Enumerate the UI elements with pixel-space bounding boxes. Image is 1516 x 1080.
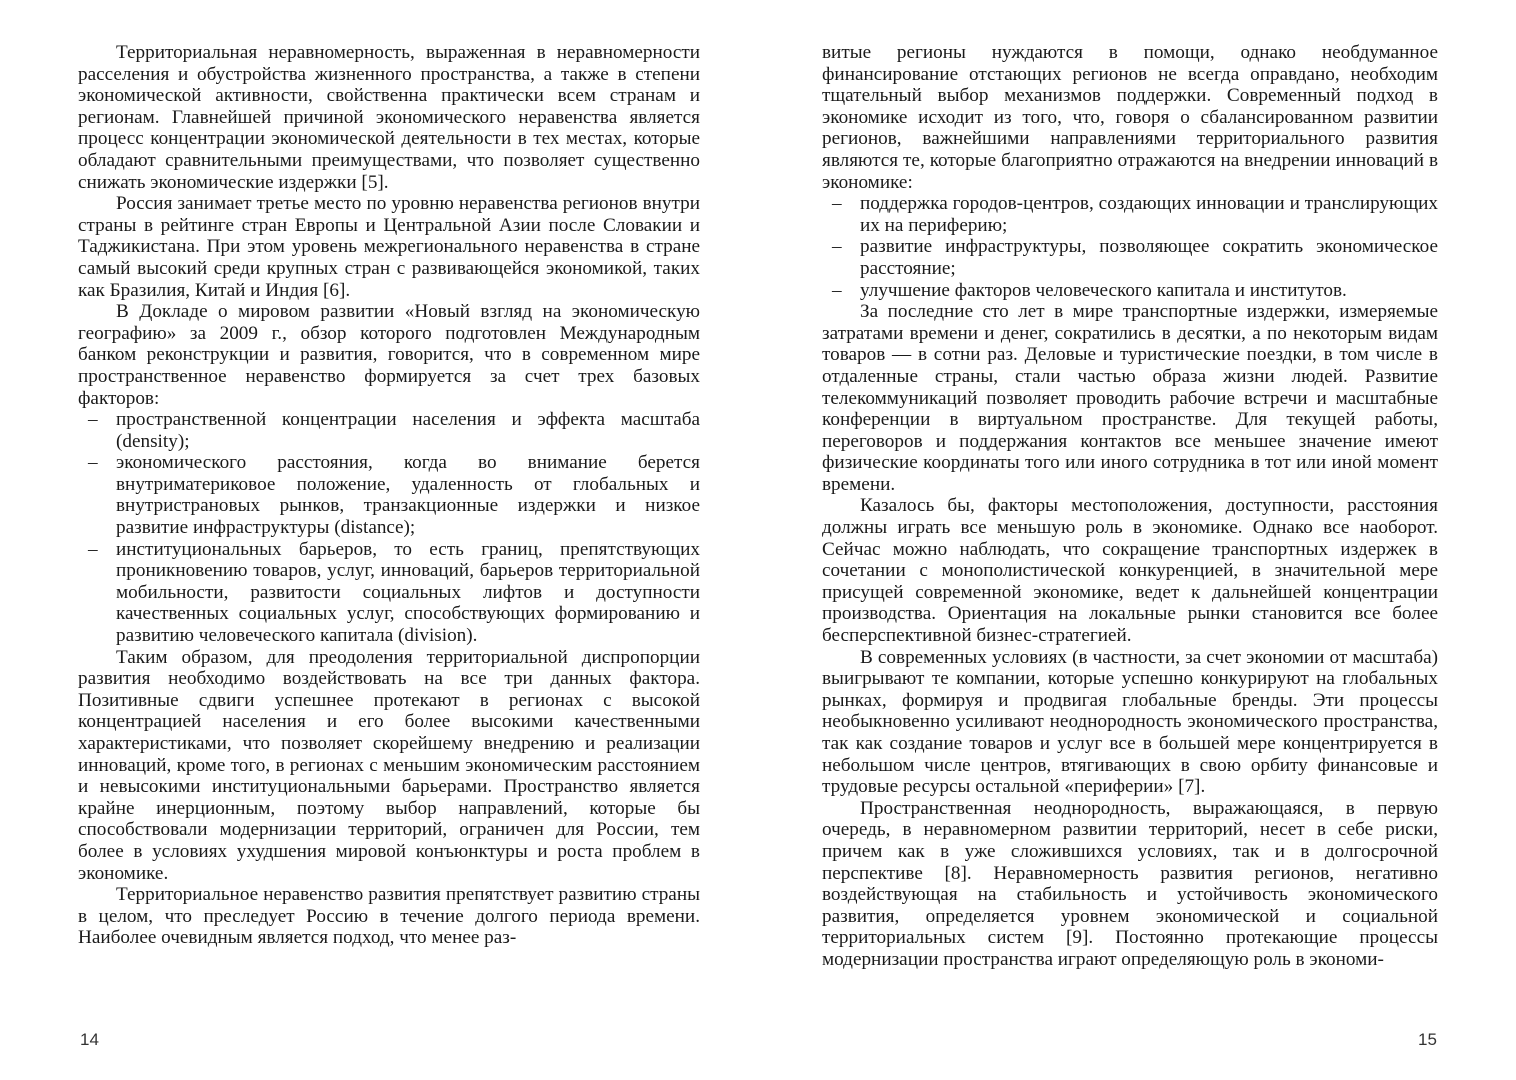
list-item: – улучшение факторов человеческого капитала и институтов. bbox=[822, 280, 1438, 302]
list-item: – институциональных барьеров, то есть границ, препятствующих проникновению товаров, услуг, инноваций, барьеров территориальной мобильности, развитости социальных лифтов и доступности качественных социальных услуг, способствующих формированию и развитию человеческого капитала (division). bbox=[78, 539, 700, 647]
paragraph: Пространственная неоднородность, выражающаяся, в первую очередь, в неравномерном развитии территорий, несет в себе риски, причем как в уже сложившихся условиях, так и в долгосрочной перспективе [8]. Неравномерность развития регионов, негативно воздействующая на стабильность и устойчивость экономического развития, определяется уровнем экономической и социальной территориальных систем [9]. Постоянно протекающие процессы модернизации пространства играют определяющую роль в экономи- bbox=[822, 797, 1438, 970]
list-item: – пространственной концентрации населения и эффекта масштаба (density); bbox=[78, 409, 700, 452]
left-page bbox=[78, 42, 700, 949]
list-item: – экономического расстояния, когда во внимание берется внутриматериковое положение, удаленность от глобальных и внутристрановых рынков, транзакционные издержки и низкое развитие инфраструктуры (distance); bbox=[78, 452, 700, 538]
page-number-right: 15 bbox=[1418, 1030, 1437, 1049]
paragraph: В Докладе о мировом развитии «Новый взгляд на экономическую географию» за 2009 г., обзор которого подготовлен Международным банком реконструкции и развития, говорится, что в современном мире пространственное неравенство формируется за счет трех базовых факторов: bbox=[78, 301, 700, 409]
paragraph: За последние сто лет в мире транспортные издержки, измеряемые затратами времени и денег, сократились в десятки, а по некоторым видам товаров — в сотни раз. Деловые и туристические поездки, в том числе в отдаленные страны, стали частью образа жизни людей. Развитие телекоммуникаций позволяет проводить рабочие встречи и масштабные конференции в виртуальном пространстве. Для текущей работы, переговоров и поддержания контактов все меньшее значение имеют физические координаты того или иного сотрудника в тот или иной момент времени. bbox=[822, 301, 1438, 495]
list-item: – развитие инфраструктуры, позволяющее сократить экономическое расстояние; bbox=[822, 236, 1438, 279]
paragraph: В современных условиях (в частности, за счет экономии от масштаба) выигрывают те компании, которые успешно конкурируют на глобальных рынках, формируя и продвигая глобальные бренды. Эти процессы необыкновенно усиливают неоднородность экономического пространства, так как создание товаров и услуг все в большей мере концентрируется в небольшом числе центров, втягивающих в свою орбиту финансовые и трудовые ресурсы остальной «периферии» [7]. bbox=[822, 646, 1438, 798]
paragraph: Территориальная неравномерность, выраженная в неравномерности расселения и обустройства жизненного пространства, а также в степени экономической активности, свойственна практически всем странам и регионам. Главнейшей причиной экономического неравенства является процесс концентрации экономической деятельности в тех местах, которые обладают сравнительными преимуществами, что позволяет существенно снижать экономические издержки [5]. bbox=[78, 42, 700, 193]
page-number-left: 14 bbox=[80, 1030, 99, 1049]
right-page bbox=[822, 42, 1438, 971]
factor-list bbox=[78, 409, 700, 647]
paragraph: Территориальное неравенство развития препятствует развитию страны в целом, что преследует Россию в течение долгого периода времени. Наиболее очевидным является подход, что менее раз- bbox=[78, 884, 700, 949]
paragraph: витые регионы нуждаются в помощи, однако необдуманное финансирование отстающих регионов не всегда оправдано, необходим тщательный выбор механизмов поддержки. Современный подход в экономике исходит из того, что, говоря о сбалансированном развитии регионов, важнейшими направлениями территориального развития являются те, которые благоприятно отражаются на внедрении инноваций в экономике: bbox=[822, 42, 1438, 193]
direction-list bbox=[822, 193, 1438, 301]
paragraph: Казалось бы, факторы местоположения, доступности, расстояния должны играть все меньшую роль в экономике. Однако все наоборот. Сейчас можно наблюдать, что сокращение транспортных издержек в сочетании с монополистической конкуренцией, в значительной мере присущей современной экономике, ведет к дальнейшей концентрации производства. Ориентация на локальные рынки становится все более бесперспективной бизнес-стратегией. bbox=[822, 495, 1438, 647]
paragraph: Таким образом, для преодоления территориальной диспропорции развития необходимо воздействовать на все три данных фактора. Позитивные сдвиги успешнее протекают в регионах с высокой концентрацией населения и его более высокими качественными характеристиками, что позволяет скорейшему внедрению и реализации инноваций, кроме того, в регионах с меньшим экономическим расстоянием и невысокими институциональными барьерами. Пространство является крайне инерционным, поэтому выбор направлений, которые бы способствовали модернизации территорий, ограничен для России, тем более в условиях ухудшения мировой конъюнктуры и роста проблем в экономике. bbox=[78, 646, 700, 884]
paragraph: Россия занимает третье место по уровню неравенства регионов внутри страны в рейтинге стран Европы и Центральной Азии после Словакии и Таджикистана. При этом уровень межрегионального неравенства в стране самый высокий среди крупных стран с развивающейся экономикой, таких как Бразилия, Китай и Индия [6]. bbox=[78, 193, 700, 301]
list-item: – поддержка городов-центров, создающих инновации и транслирующих их на периферию; bbox=[822, 193, 1438, 236]
